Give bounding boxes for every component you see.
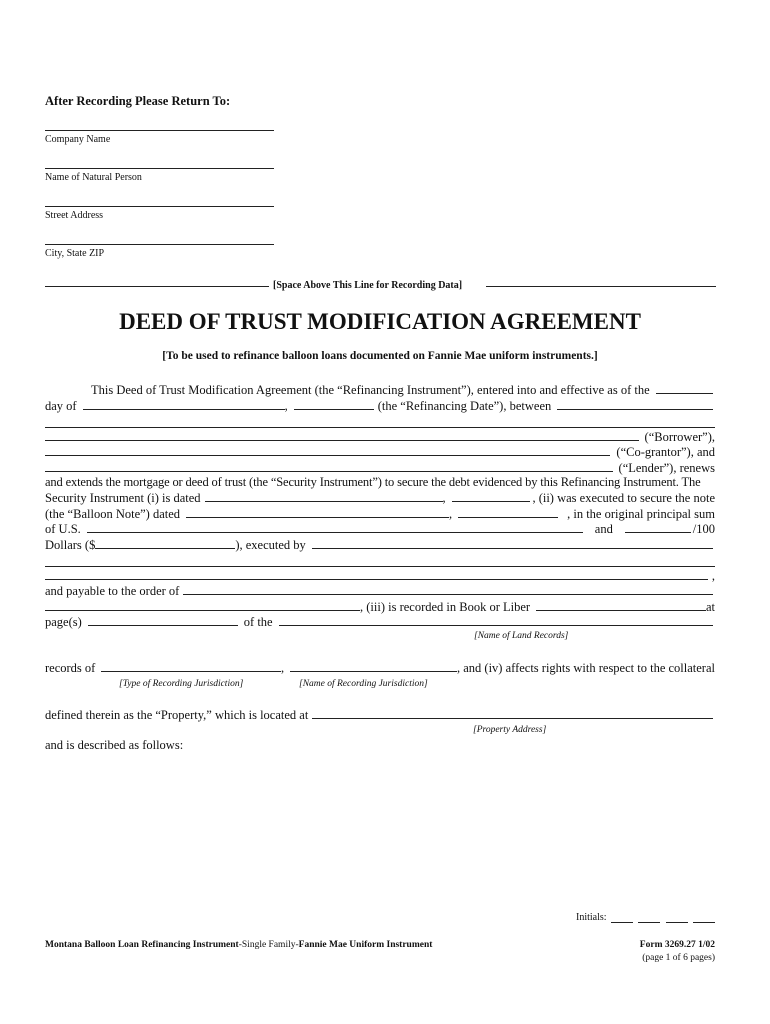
street-address-line[interactable] <box>45 206 274 207</box>
executed-comma: , <box>711 569 715 583</box>
payable-text: and payable to the order of <box>45 584 180 598</box>
month-blank[interactable] <box>83 398 285 410</box>
jurisdiction-type-blank[interactable] <box>101 660 281 672</box>
initials-blank-1[interactable] <box>611 922 633 923</box>
executed-by-text: ), executed by <box>235 538 306 552</box>
records-of-line <box>45 660 715 676</box>
us-amount-line <box>45 521 715 537</box>
balloon-date-blank[interactable] <box>186 506 449 518</box>
company-name-label: Company Name <box>45 134 111 145</box>
jurisdiction-name-caption: [Name of Recording Jurisdiction] <box>299 679 428 689</box>
year-blank[interactable] <box>294 398 374 410</box>
of-the-text: of the <box>243 615 273 629</box>
borrower-line <box>45 429 715 445</box>
security-dated-line <box>45 490 715 506</box>
page-indicator: (page 1 of 6 pages) <box>642 953 715 963</box>
natural-person-line[interactable] <box>45 168 274 169</box>
divider-left-rule <box>45 286 269 287</box>
book-liber-line <box>45 599 715 615</box>
jurisdiction-type-caption: [Type of Recording Jurisdiction] <box>119 679 244 689</box>
pages-blank[interactable] <box>88 614 238 626</box>
cents-text: /100 <box>692 522 715 536</box>
principal-sum-text: , in the original principal sum <box>567 507 715 521</box>
and-text: and <box>594 522 613 536</box>
land-records-blank[interactable] <box>279 614 713 626</box>
security-date-comma: , <box>442 491 446 505</box>
records-of-text: records of <box>45 661 96 675</box>
jurisdiction-name-blank[interactable] <box>290 660 457 672</box>
initials-blank-3[interactable] <box>666 922 688 923</box>
cents-blank[interactable] <box>625 521 691 533</box>
between-party-blank[interactable] <box>557 398 713 410</box>
refinancing-date-line <box>45 398 715 414</box>
footer-title-part-1: Montana Balloon Loan Refinancing Instrument <box>45 940 239 950</box>
party-line-blank[interactable] <box>45 427 715 428</box>
defined-text: defined therein as the “Property,” which is located at <box>45 708 309 722</box>
effective-date-line <box>45 382 715 398</box>
lender-blank[interactable] <box>45 460 613 472</box>
recorded-book-text: , (iii) is recorded in Book or Liber <box>359 600 531 614</box>
document-subtitle: [To be used to refinance balloon loans documented on Fannie Mae uniform instruments.] <box>162 350 598 362</box>
records-comma: , <box>280 661 285 675</box>
city-state-zip-line[interactable] <box>45 244 274 245</box>
cograntor-text: (“Co-grantor”), and <box>616 445 715 459</box>
executed-comma-line <box>45 568 715 584</box>
payable-continued-blank[interactable] <box>45 599 360 611</box>
executed-by-continued-blank[interactable] <box>45 566 715 567</box>
executed-by-blank[interactable] <box>312 537 713 549</box>
cograntor-line <box>45 444 715 460</box>
return-heading: After Recording Please Return To: <box>45 94 231 108</box>
dollars-text: Dollars ($ <box>45 538 96 552</box>
recording-data-divider: [Space Above This Line for Recording Data] <box>273 280 463 291</box>
balloon-date-comma: , <box>449 507 453 521</box>
borrower-blank[interactable] <box>45 429 639 441</box>
at-text: at <box>705 600 715 614</box>
natural-person-label: Name of Natural Person <box>45 172 142 183</box>
refinancing-date-text: (the “Refinancing Date”), between <box>377 399 552 413</box>
described-text: and is described as follows: <box>45 738 184 752</box>
security-year-blank[interactable] <box>452 490 530 502</box>
date-comma: , <box>284 399 288 413</box>
intro-text: This Deed of Trust Modification Agreement (the “Refinancing Instrument”), entered into and effective as of the <box>91 383 650 397</box>
balloon-note-line <box>45 506 715 522</box>
day-of-text: day of <box>45 399 77 413</box>
payable-blank[interactable] <box>183 583 713 595</box>
us-text: of U.S. <box>45 522 81 536</box>
borrower-text: (“Borrower”), <box>644 430 715 444</box>
property-address-blank[interactable] <box>312 707 713 719</box>
property-address-caption: [Property Address] <box>473 725 547 735</box>
lender-line <box>45 460 715 476</box>
company-name-line[interactable] <box>45 130 274 131</box>
footer-title-part-2: -Single Family- <box>238 940 299 950</box>
security-dated-text: Security Instrument (i) is dated <box>45 491 201 505</box>
balloon-year-blank[interactable] <box>458 506 558 518</box>
form-number: Form 3269.27 1/02 <box>639 940 715 950</box>
initials-blank-2[interactable] <box>638 922 660 923</box>
pages-text: page(s) <box>45 615 82 629</box>
effective-day-blank[interactable] <box>656 382 713 394</box>
cograntor-blank[interactable] <box>45 444 610 456</box>
dollar-amount-blank[interactable] <box>95 537 235 549</box>
payable-line <box>45 583 715 599</box>
security-date-blank[interactable] <box>205 490 443 502</box>
divider-right-rule <box>486 286 716 287</box>
lender-text: (“Lender”), renews <box>618 461 715 475</box>
security-instrument-text: and extends the mortgage or deed of trust (the “Security Instrument”) to secure the debt evidenced by this Refinancing Instrument. The <box>45 475 701 489</box>
document-title: DEED OF TRUST MODIFICATION AGREEMENT <box>119 309 641 334</box>
collateral-text: , and (iv) affects rights with respect to the collateral <box>456 661 715 675</box>
amount-words-blank[interactable] <box>87 521 583 533</box>
footer-title-part-3: Fannie Mae Uniform Instrument <box>298 940 433 950</box>
pages-line <box>45 614 715 630</box>
land-records-caption: [Name of Land Records] <box>474 631 569 641</box>
balloon-note-text: (the “Balloon Note”) dated <box>45 507 181 521</box>
executed-by-blank-2[interactable] <box>45 568 708 580</box>
property-line <box>45 707 715 723</box>
executed-note-text: , (ii) was executed to secure the note <box>532 491 715 505</box>
street-address-label: Street Address <box>45 210 104 221</box>
footer-form-title <box>45 940 432 950</box>
book-liber-blank[interactable] <box>536 599 706 611</box>
initials-label: Initials: <box>576 912 607 923</box>
dollars-line <box>45 537 715 553</box>
city-state-zip-label: City, State ZIP <box>45 248 105 259</box>
initials-blank-4[interactable] <box>693 922 715 923</box>
